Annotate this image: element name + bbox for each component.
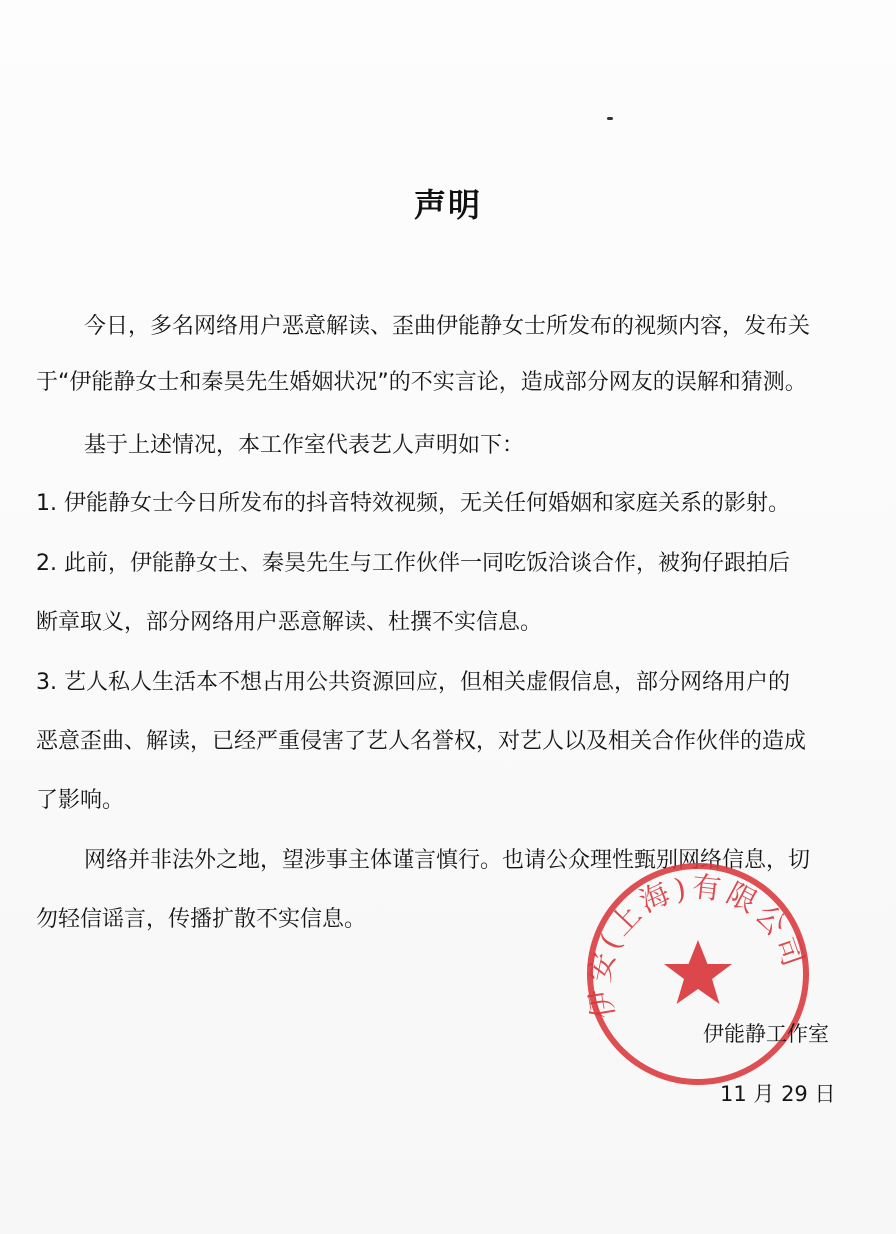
- statement-point-3: 3. 艺人私人生活本不想占用公共资源回应，但相关虚假信息，部分网络用户的: [36, 670, 790, 695]
- scan-speck: [607, 117, 613, 120]
- closing-line: 网络并非法外之地，望涉事主体谨言慎行。也请公众理性甄别网络信息，切: [84, 848, 811, 873]
- signature: 伊能静工作室: [703, 1022, 829, 1046]
- statement-title: 声明: [413, 186, 482, 224]
- company-seal: [582, 858, 814, 1090]
- paragraph-line: 于“伊能静女士和秦昊先生婚姻状况”的不实言论，造成部分网友的误解和猜测。: [36, 370, 807, 395]
- paragraph-line: 基于上述情况，本工作室代表艺人声明如下：: [84, 433, 525, 458]
- statement-point-2: 2. 此前，伊能静女士、秦昊先生与工作伙伴一同吃饭洽谈合作，被狗仔跟拍后: [36, 551, 790, 576]
- statement-point-3-end: 了影响。: [36, 788, 125, 813]
- seal-text: 伊安(上海)有限公司: [582, 869, 813, 1022]
- closing-line-cont: 勿轻信谣言，传播扩散不实信息。: [36, 907, 367, 932]
- seal-star-icon: [664, 940, 732, 1004]
- statement-point-3-cont: 恶意歪曲、解读，已经严重侵害了艺人名誉权，对艺人以及相关合作伙伴的造成: [36, 729, 807, 754]
- paragraph-line: 今日，多名网络用户恶意解读、歪曲伊能静女士所发布的视频内容，发布关: [84, 314, 811, 339]
- statement-point-1: 1. 伊能静女士今日所发布的抖音特效视频，无关任何婚姻和家庭关系的影射。: [36, 491, 790, 516]
- statement-date: 11 月 29 日: [720, 1082, 836, 1106]
- statement-point-2-cont: 断章取义，部分网络用户恶意解读、杜撰不实信息。: [36, 610, 543, 635]
